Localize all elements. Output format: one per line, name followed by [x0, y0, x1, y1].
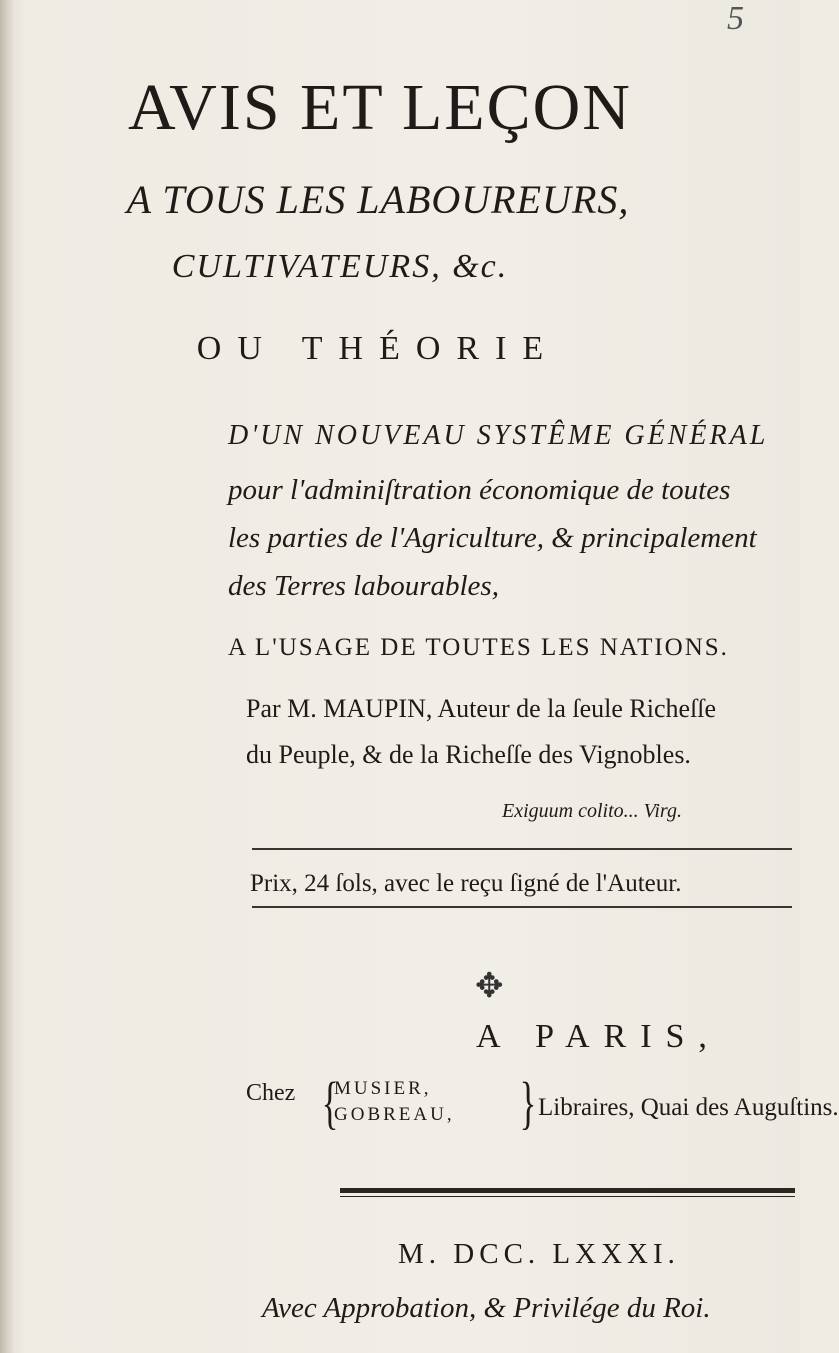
imprint-city: A PARIS,	[476, 1018, 721, 1055]
author-line-1: Par M. MAUPIN, Auteur de la ſeule Richeſſe	[246, 694, 717, 723]
title-line-laboureurs: A TOUS LES LABOUREURS,	[126, 177, 630, 222]
main-title: AVIS ET LEÇON	[128, 71, 632, 144]
publisher-musier: MUSIER,	[334, 1078, 432, 1099]
title-line-cultivateurs: CULTIVATEURS, &c.	[171, 248, 509, 285]
subtitle-line-2: pour l'adminiſtration économique de toutes	[228, 474, 731, 506]
ornament-icon: ✥	[475, 968, 504, 1005]
subtitle-line-1: D'UN NOUVEAU SYSTÊME GÉNÉRAL	[228, 420, 769, 451]
left-brace-icon: {	[321, 1070, 339, 1135]
publication-date: M. DCC. LXXXI.	[398, 1238, 680, 1270]
approbation-line: Avec Approbation, & Privilége du Roi.	[262, 1292, 711, 1324]
page-number-mark: 5	[727, 0, 744, 37]
subtitle-line-3: les parties de l'Agriculture, & principalement	[228, 522, 757, 554]
imprint-address: Libraires, Quai des Auguſtins.	[538, 1094, 839, 1121]
title-line-theorie: OU THÉORIE	[196, 330, 560, 367]
epigraph: Exiguum colito... Virg.	[502, 800, 682, 822]
publisher-gobreau: GOBREAU,	[334, 1104, 455, 1125]
subtitle-line-4: des Terres labourables,	[228, 570, 499, 602]
double-rule-thick	[340, 1188, 795, 1193]
double-rule-thin	[340, 1196, 795, 1197]
right-brace-icon: }	[519, 1070, 537, 1135]
divider-rule-top	[252, 848, 792, 850]
price-line: Prix, 24 ſols, avec le reçu ſigné de l'Auteur.	[250, 870, 682, 897]
imprint-publishers	[334, 1076, 455, 1128]
author-line-2: du Peuple, & de la Richeſſe des Vignobles.	[246, 740, 691, 769]
divider-rule-bottom	[252, 906, 792, 908]
subtitle-line-nations: A L'USAGE DE TOUTES LES NATIONS.	[228, 634, 729, 661]
imprint-chez: Chez	[246, 1080, 296, 1106]
